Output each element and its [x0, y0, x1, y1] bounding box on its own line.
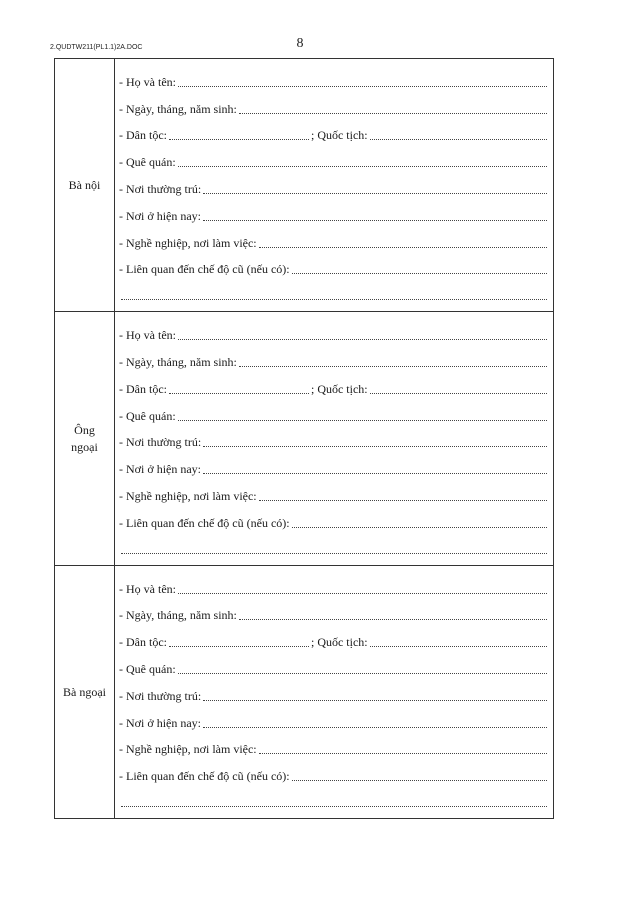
field-label: - Dân tộc:: [119, 635, 167, 650]
field-label: - Quê quán:: [119, 661, 176, 676]
field-label: - Họ và tên:: [119, 328, 176, 343]
fill-line[interactable]: [178, 85, 547, 87]
section-fields: [115, 59, 553, 311]
field-old-regime[interactable]: [119, 761, 549, 788]
fill-line[interactable]: [370, 645, 547, 647]
section-label-line: ngoại: [71, 439, 98, 454]
fill-line[interactable]: [178, 165, 547, 167]
field-label: - Nơi ở hiện nay:: [119, 715, 202, 730]
section-label-line: Bà nội: [68, 178, 101, 193]
field-label: - Liên quan đến chế độ cũ (nếu có):: [119, 769, 290, 784]
document-code: 2.QUDTW211(PL1.1)2A.DOC: [50, 44, 143, 51]
field-blank-line[interactable]: [119, 788, 549, 814]
field-label: - Họ và tên:: [119, 74, 176, 89]
field-name[interactable]: [119, 574, 549, 601]
page-number: 8: [296, 36, 304, 51]
field-occupation[interactable]: [119, 228, 549, 255]
field-permanent-residence[interactable]: [119, 681, 549, 708]
field-ethnicity-nationality[interactable]: [119, 627, 549, 654]
fill-line[interactable]: [203, 726, 547, 728]
field-blank-line[interactable]: [119, 535, 549, 561]
field-name[interactable]: [119, 320, 549, 347]
field-ethnicity-nationality[interactable]: [119, 121, 549, 148]
section-ong-ngoai: [55, 312, 553, 565]
fill-line[interactable]: [203, 472, 547, 474]
fill-line[interactable]: [203, 445, 547, 447]
field-current-residence[interactable]: [119, 454, 549, 481]
fill-line[interactable]: [178, 672, 547, 674]
field-old-regime[interactable]: [119, 255, 549, 282]
fill-line[interactable]: [239, 618, 547, 620]
field-current-residence[interactable]: [119, 708, 549, 735]
field-hometown[interactable]: [119, 654, 549, 681]
field-ethnicity-nationality[interactable]: [119, 374, 549, 401]
fill-line[interactable]: [239, 112, 547, 114]
fill-line[interactable]: [203, 219, 547, 221]
field-label: - Nghề nghiệp, nơi làm việc:: [119, 742, 257, 757]
fill-line[interactable]: [292, 526, 547, 528]
section-fields: [115, 312, 553, 564]
fill-line[interactable]: [121, 553, 547, 554]
field-label: - Nơi ở hiện nay:: [119, 208, 202, 223]
field-label: - Nơi ở hiện nay:: [119, 462, 202, 477]
section-label-line: Bà ngoại: [63, 684, 106, 699]
field-label: - Quê quán:: [119, 155, 176, 170]
fill-line[interactable]: [239, 365, 547, 367]
field-hometown[interactable]: [119, 401, 549, 428]
fill-line[interactable]: [370, 138, 547, 140]
fill-line[interactable]: [178, 592, 547, 594]
fill-line[interactable]: [169, 392, 309, 394]
field-label: - Quê quán:: [119, 408, 176, 423]
fill-line[interactable]: [169, 138, 309, 140]
fill-line[interactable]: [169, 645, 309, 647]
field-occupation[interactable]: [119, 481, 549, 508]
field-blank-line[interactable]: [119, 281, 549, 307]
fill-line[interactable]: [370, 392, 547, 394]
fill-line[interactable]: [203, 192, 547, 194]
fill-line[interactable]: [259, 499, 547, 501]
field-label: - Dân tộc:: [119, 128, 167, 143]
field-label: - Liên quan đến chế độ cũ (nếu có):: [119, 262, 290, 277]
fill-line[interactable]: [121, 806, 547, 807]
field-label: - Nơi thường trú:: [119, 688, 202, 703]
field-dob[interactable]: [119, 94, 549, 121]
fill-line[interactable]: [259, 246, 547, 248]
field-label: ; Quốc tịch:: [310, 381, 368, 396]
section-ba-noi: [55, 59, 553, 312]
field-permanent-residence[interactable]: [119, 428, 549, 455]
field-label: - Dân tộc:: [119, 381, 167, 396]
field-label: ; Quốc tịch:: [310, 635, 368, 650]
fill-line[interactable]: [178, 338, 547, 340]
section-label: [55, 312, 115, 564]
field-label: ; Quốc tịch:: [310, 128, 368, 143]
field-label: - Nơi thường trú:: [119, 181, 202, 196]
field-dob[interactable]: [119, 601, 549, 628]
field-label: - Liên quan đến chế độ cũ (nếu có):: [119, 515, 290, 530]
fill-line[interactable]: [292, 272, 547, 274]
field-old-regime[interactable]: [119, 508, 549, 535]
fill-line[interactable]: [292, 779, 547, 781]
field-label: - Nghề nghiệp, nơi làm việc:: [119, 235, 257, 250]
field-permanent-residence[interactable]: [119, 174, 549, 201]
field-occupation[interactable]: [119, 735, 549, 762]
field-label: - Ngày, tháng, năm sinh:: [119, 101, 237, 116]
field-hometown[interactable]: [119, 147, 549, 174]
family-info-table: [54, 58, 554, 819]
field-label: - Nơi thường trú:: [119, 435, 202, 450]
field-current-residence[interactable]: [119, 201, 549, 228]
section-ba-ngoai: [55, 566, 553, 818]
fill-line[interactable]: [203, 699, 547, 701]
section-fields: [115, 566, 553, 818]
field-dob[interactable]: [119, 347, 549, 374]
section-label: [55, 566, 115, 818]
field-label: - Ngày, tháng, năm sinh:: [119, 608, 237, 623]
fill-line[interactable]: [178, 419, 547, 421]
fill-line[interactable]: [121, 299, 547, 300]
section-label-line: Ông: [74, 423, 95, 438]
field-label: - Ngày, tháng, năm sinh:: [119, 354, 237, 369]
fill-line[interactable]: [259, 752, 547, 754]
section-label: [55, 59, 115, 311]
field-label: - Họ và tên:: [119, 581, 176, 596]
field-name[interactable]: [119, 67, 549, 94]
field-label: - Nghề nghiệp, nơi làm việc:: [119, 488, 257, 503]
